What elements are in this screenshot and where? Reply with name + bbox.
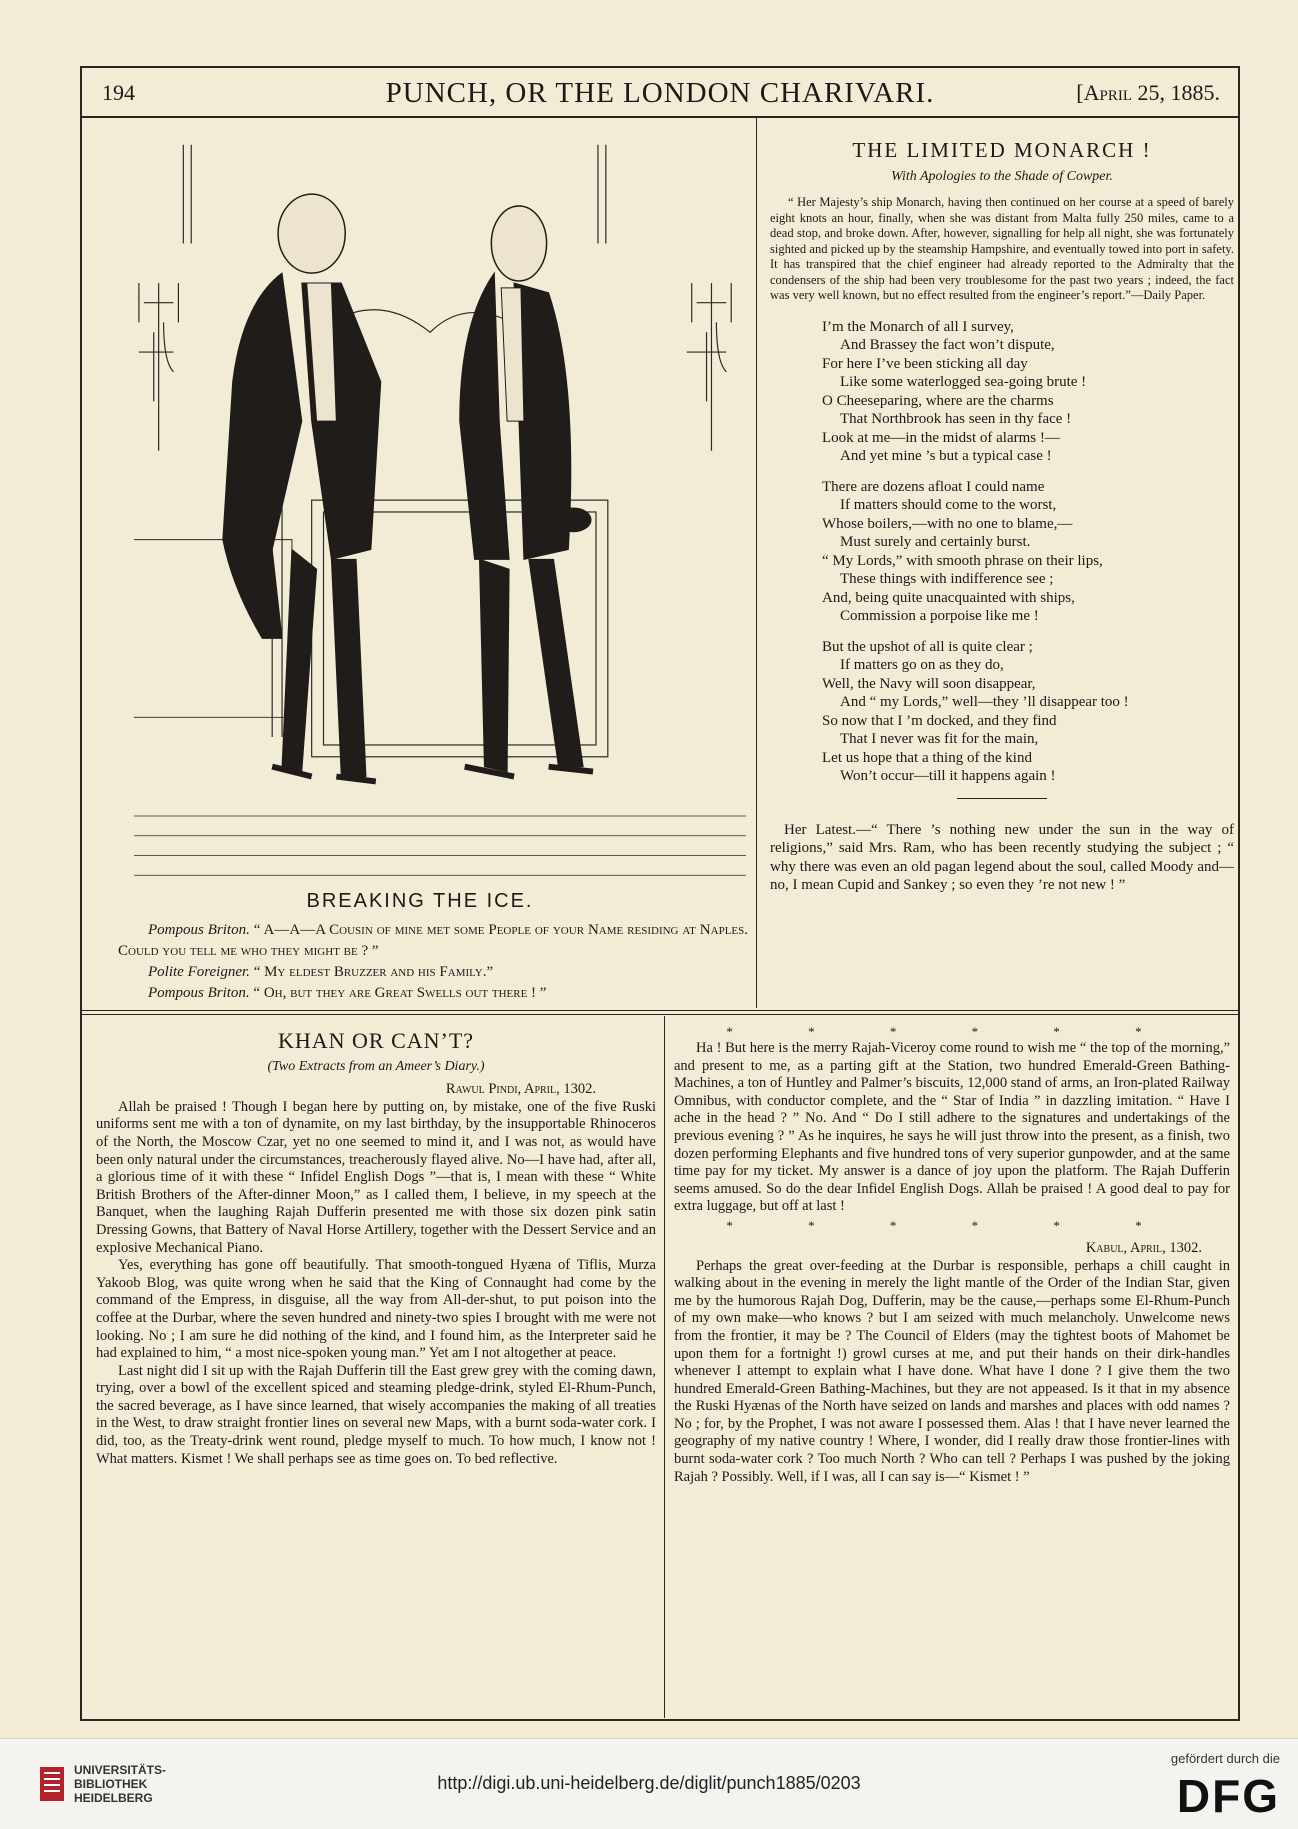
paragraph: Perhaps the great over-feeding at the Durbar is responsible, perhaps a chill caught in walking about in the evening in merely the light mantle of the Order of the Indian Star, given me by the humorous Rajah Dog, Dufferin, may be the cause,—perhaps some El-Rhum-Punch of my own make—who knows ? but I am seized with much melancholy. Unwelcome news from the frontier, it may be ? The Council of Elders (may the tightest boots of Mahomet be upon them for a fortnight !) growl curses at me, and put their hands on their dirk-handles whenever I attempt to explain what I have done. What have I done ? I give them the two hundred Emerald-Green Bathing-Machines, but they are not appeased. Is it that in my absence the Ruski Hyænas of the North have seized on lands and marshes and places with odd names ? No ; for, by the Prophet, I was not aware I possessed them. Alas ! that I have never learned the geography of my native country ! Where, I wonder, did I really draw those frontier-lines with burnt soda-water cork ? Too much North ? Who can tell ? Perhaps I was pushed by the joking Rajah ? Possibly. Well, if I was, all I can say is—“ Kismet ! ” bbox=[674, 1257, 1230, 1485]
paragraph: Yes, everything has gone off beautifully. That smooth-tongued Hyæna of Tiflis, Murza Yakoob Blog, was quite wrong when he said that the King of Connaught had come by the command of the Empress, in disguise, all the way from All-der-shut, to put poison into the coffee at the Durbar, where the seven hundred and ninety-two spies I brought with me were not looking. No ; I am sure he did nothing of the kind, and I found him, as the Interpreter said he had explained to him, “ a most nice-spoken young man.” Yet am I not altogether at peace. bbox=[96, 1257, 656, 1362]
section-divider bbox=[80, 1010, 1240, 1011]
dialog-line: Pompous Briton. “ A—A—A Cousin of mine met some People of your Name residing at Naples. Could you tell me who they might be ? ” bbox=[118, 922, 748, 959]
cartoon-title: BREAKING THE ICE. bbox=[306, 890, 534, 912]
issue-date: [April 25, 1885. bbox=[1076, 80, 1220, 105]
paragraph: Last night did I sit up with the Rajah Dufferin till the East grew grey with the coming dawn, trying, over a bowl of the excellent spiced and steaming pledge-drink, styled El-Rhum-Punch, the sacred beverage, as I have since learned, that wisely accompanies the making of all treaties in the West, to draw straight frontier lines on several new Maps, with a burnt soda-water cork. I did, too, as the Treaty-drink went round, pledge myself to much. To how much, I know not ! What matters. Kismet ! We shall perhaps see as time goes on. To bed reflective. bbox=[96, 1362, 656, 1467]
section-stars: * * * * * * bbox=[726, 1217, 1178, 1233]
library-name: UNIVERSITÄTS- BIBLIOTHEK HEIDELBERG bbox=[74, 1763, 167, 1805]
article-title: KHAN OR CAN’T? bbox=[277, 1028, 475, 1053]
dfg-logo: DFG bbox=[1176, 1770, 1280, 1822]
dialog-line: Pompous Briton. “ Oh, but they are Great Swells out there ! ” bbox=[148, 985, 547, 1001]
dateline: Kabul, April, 1302. bbox=[1085, 1239, 1202, 1256]
poem-subtitle: With Apologies to the Shade of Cowper. bbox=[891, 169, 1113, 184]
paragraph: Ha ! But here is the merry Rajah-Viceroy come round to wish me “ the top of the morning,” and present to me, as a parting gift at the Station, two hundred Emerald-Green Bathing-Machines, a ton of Huntley and Palmer’s biscuits, 12,000 stand of arms, an Iron-plated Railway Omnibus, with conductor complete, and the “ Star of India ” in dazzling imitation. “ Have I ache in the head ? ” No. And “ Do I still adhere to the signatures and undertakings of the previous evening ? ” As he inquires, he says he will just throw into the present, as a finish, two dozen performing Elephants and five hundred tons of very superior gunpowder, and at the same time pay for my ticket. My answer is a dance of joy upon the platform. The Rajah Dufferin seems amused. So do the dear Infidel English Dogs. Allah be praised ! A good deal to pay for extra luggage, but off at last ! bbox=[674, 1040, 1230, 1215]
poem-stanza: I’m the Monarch of all I survey, And Brassey the fact won’t dispute, For here I’ve been sticking all day Like some waterlogged sea-going brute ! O Cheeseparing, where are the charms That Northbrook has seen in thy face ! Look at me—in the midst of alarms !— And yet mine ’s but a typical case ! bbox=[822, 318, 1087, 464]
poem-body bbox=[822, 318, 1234, 786]
poem-title: THE LIMITED MONARCH ! bbox=[852, 138, 1152, 162]
masthead-title: PUNCH, OR THE LONDON CHARIVARI. bbox=[385, 77, 935, 109]
poem-prose-extract: “ Her Majesty’s ship Monarch, having then continued on her course at a speed of barely eight knots an hour, finally, when she was distant from Malta fully 250 miles, came to a dead stop, and broke down. After, however, signalling for help all night, she was fortunately sighted and picked up by the steamship Hampshire, and eventually towed into port in safety. It has transpired that the chief engineer had already reported to the Admiralty that the condensers of the ship had been very troublesome for the past two years ; indeed, the fact was very well known, but no effect resulted from the engineer’s report.”—Daily Paper. bbox=[770, 195, 1234, 302]
funding-note: gefördert durch die bbox=[1170, 1751, 1280, 1766]
section-divider-2 bbox=[80, 1014, 1240, 1015]
page-number: 194 bbox=[102, 80, 135, 105]
section-stars: * * * * * * bbox=[726, 1024, 1178, 1039]
permalink[interactable]: http://digi.ub.uni-heidelberg.de/diglit/punch1885/0203 bbox=[437, 1773, 861, 1793]
page-header bbox=[82, 68, 1238, 118]
rule bbox=[957, 798, 1047, 799]
dateline: Rawul Pindi, April, 1302. bbox=[445, 1081, 596, 1098]
cartoon-dialog bbox=[118, 920, 748, 1004]
her-latest-item: Her Latest.—“ There ’s nothing new under the sun in the way of religions,” said Mrs. Ram, who has been recently studying the subject ; “ why there was even an old pagan legend about the soul, called Moody and—no, I mean Cupid and Sankey ; so even they ’re not new ! ” bbox=[770, 821, 1234, 893]
article-subtitle: (Two Extracts from an Ameer’s Diary.) bbox=[267, 1058, 485, 1074]
paragraph: Allah be praised ! Though I began here by putting on, by mistake, one of the five Ruski uniforms sent me with a ton of dynamite, on my last birthday, by the insupportable Rhinoceros of the North, the Moscow Czar, yet no one seemed to mind it, and I was not, as would have been only natural under the circumstances, treacherously flayed alive. No—I have had, after all, a glorious time of it with these “ Infidel English Dogs ”—that is, I mean with these “ White British Brothers of the After-dinner Moon,” as I called them, I believe, in my speech at the Banquet, when the laughing Rajah Dufferin presented me with those six dozen pink satin Dressing Gowns, that Battery of Naval Horse Artillery, together with the Dessert Service and an explosive Mechanical Piano. bbox=[96, 1098, 656, 1256]
poem-stanza: There are dozens afloat I could name If matters should come to the worst, Whose boilers,—with no one to blame,— Must surely and certainly burst. “ My Lords,” with smooth phrase on their lips, These things with indifference see ; And, being quite unacquainted with ships, Commission a porpoise like me ! bbox=[822, 478, 1103, 624]
khan-column-right bbox=[674, 1024, 1230, 1486]
cartoon-illustration bbox=[120, 125, 760, 895]
digitization-footer bbox=[0, 1738, 1298, 1829]
khan-column-left bbox=[96, 1024, 656, 1468]
poem-stanza: But the upshot of all is quite clear ; If matters go on as they do, Well, the Navy will soon disappear, And “ my Lords,” well—they ’ll disappear too ! So now that I ’m docked, and they find That I never was fit for the main, Let us hope that a thing of the kind Won’t occur—till it happens again ! bbox=[822, 638, 1129, 784]
column-divider-bottom bbox=[664, 1016, 665, 1718]
poem-column bbox=[770, 130, 1234, 895]
dialog-line: Polite Foreigner. “ My eldest Bruzzer and his Family.” bbox=[148, 964, 494, 980]
